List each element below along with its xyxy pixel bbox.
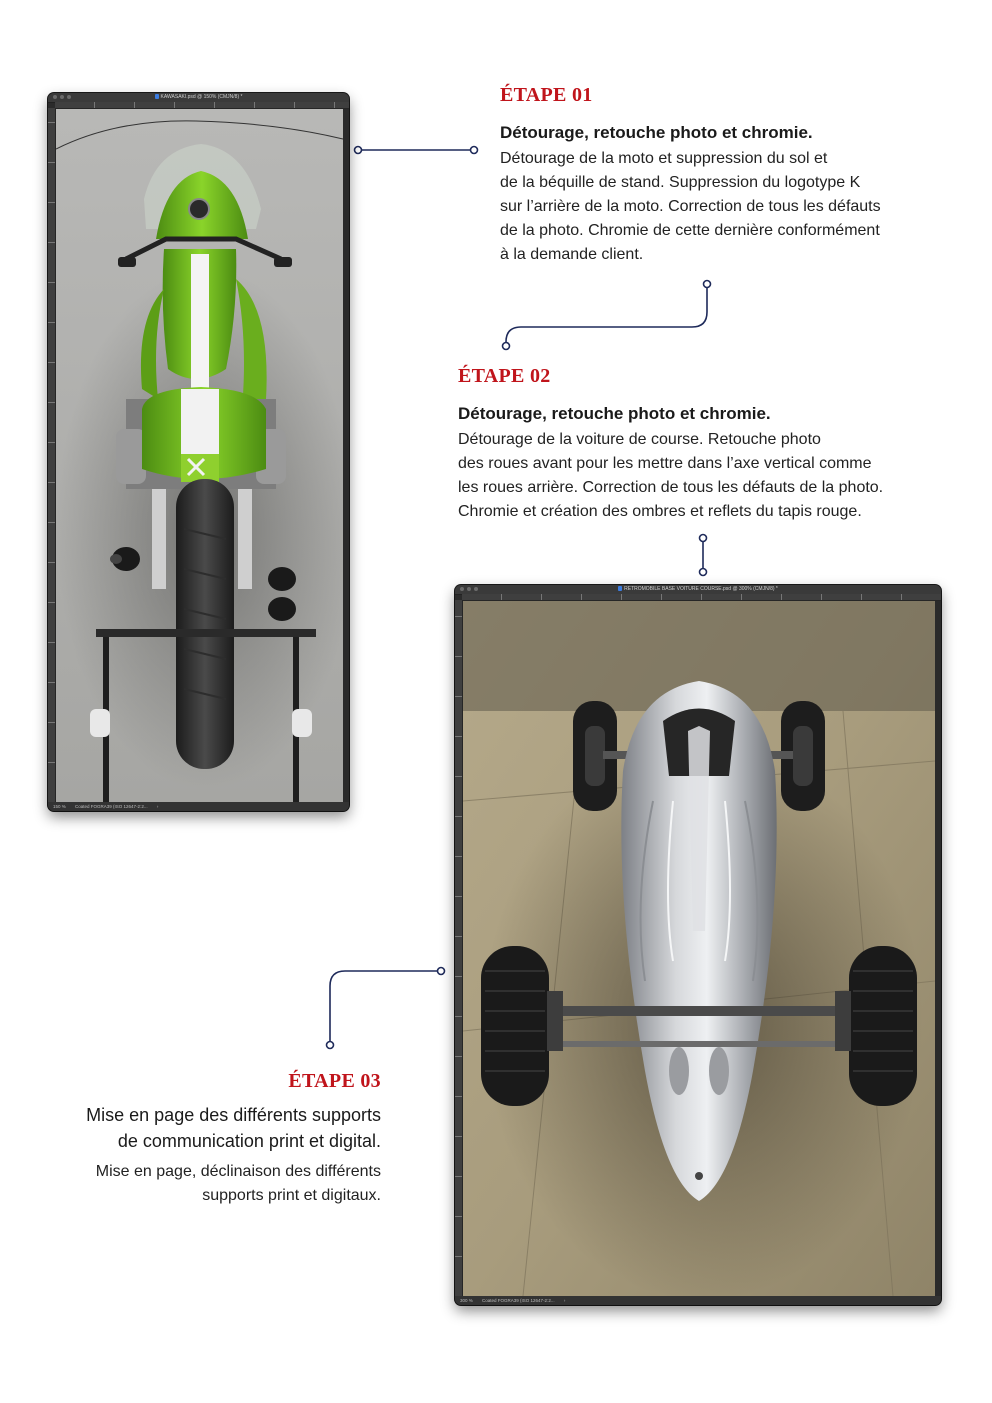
step3-title-line-1: Mise en page des différents supports xyxy=(86,1105,381,1125)
psd-document-icon xyxy=(618,586,622,591)
vertical-scrollbar[interactable] xyxy=(343,109,349,802)
step2-line-4: Chromie et création des ombres et reflets du tapis rouge. xyxy=(458,503,862,520)
vertical-scrollbar[interactable] xyxy=(935,601,941,1296)
step2-title: Détourage, retouche photo et chromie. xyxy=(458,404,771,423)
step3-line-1: Mise en page, déclinaison des différents xyxy=(95,1163,381,1180)
step1-line-1: Détourage de la moto et suppression du sol et xyxy=(500,150,828,167)
step2-line-3: les roues arrière. Correction de tous les défauts de la photo. xyxy=(458,479,884,496)
motorcycle-photo xyxy=(56,109,343,802)
connector-step1-step2 xyxy=(506,284,707,346)
step1-line-5: à la demande client. xyxy=(500,246,644,263)
step1-line-4: de la photo. Chromie de cette dernière conformément xyxy=(500,222,880,239)
step1-title: Détourage, retouche photo et chromie. xyxy=(500,123,813,142)
step3-label: ÉTAPE 03 xyxy=(288,1070,381,1092)
window-title: KAWASAKI.psd @ 150% (CMJN/8) * xyxy=(160,94,243,100)
psd-document-icon xyxy=(155,94,159,99)
connector-step3 xyxy=(330,971,441,1045)
step1-line-2: de la béquille de stand. Suppression du logotype K xyxy=(500,174,861,191)
ruler-vertical[interactable] xyxy=(48,108,56,802)
window-title: RETROMOBILE BASE VOITURE COURSE.psd @ 300% (CMJN/8) * xyxy=(624,586,778,592)
ruler-horizontal[interactable] xyxy=(55,102,349,109)
ruler-horizontal[interactable] xyxy=(462,594,941,601)
photoshop-window-moto[interactable] xyxy=(48,93,349,811)
status-arrow-icon[interactable]: › xyxy=(563,1298,566,1303)
step3-title-line-2: de communication print et digital. xyxy=(117,1131,381,1151)
status-arrow-icon[interactable]: › xyxy=(156,804,159,809)
race-car-photo xyxy=(463,601,935,1296)
zoom-level[interactable]: 300 % xyxy=(460,1298,473,1303)
step2-line-1: Détourage de la voiture de course. Retouche photo xyxy=(458,431,821,448)
ruler-vertical[interactable] xyxy=(455,600,463,1296)
window-statusbar xyxy=(48,802,349,811)
step1-line-3: sur l’arrière de la moto. Correction de tous les défauts xyxy=(500,198,881,215)
step2-line-2: des roues avant pour les mettre dans l’axe vertical comme xyxy=(458,455,872,472)
step3-line-2: supports print et digitaux. xyxy=(202,1187,381,1204)
image-canvas-moto[interactable] xyxy=(56,109,343,802)
step1-label: ÉTAPE 01 xyxy=(500,84,593,106)
color-profile: Coated FOGRA39 (ISO 12647-2:2... xyxy=(482,1298,555,1303)
image-canvas-car[interactable] xyxy=(463,601,935,1296)
color-profile: Coated FOGRA39 (ISO 12647-2:2... xyxy=(75,804,148,809)
photoshop-window-car[interactable] xyxy=(455,585,941,1305)
step2-label: ÉTAPE 02 xyxy=(458,365,551,387)
zoom-level[interactable]: 150 % xyxy=(53,804,66,809)
window-statusbar xyxy=(455,1296,941,1305)
